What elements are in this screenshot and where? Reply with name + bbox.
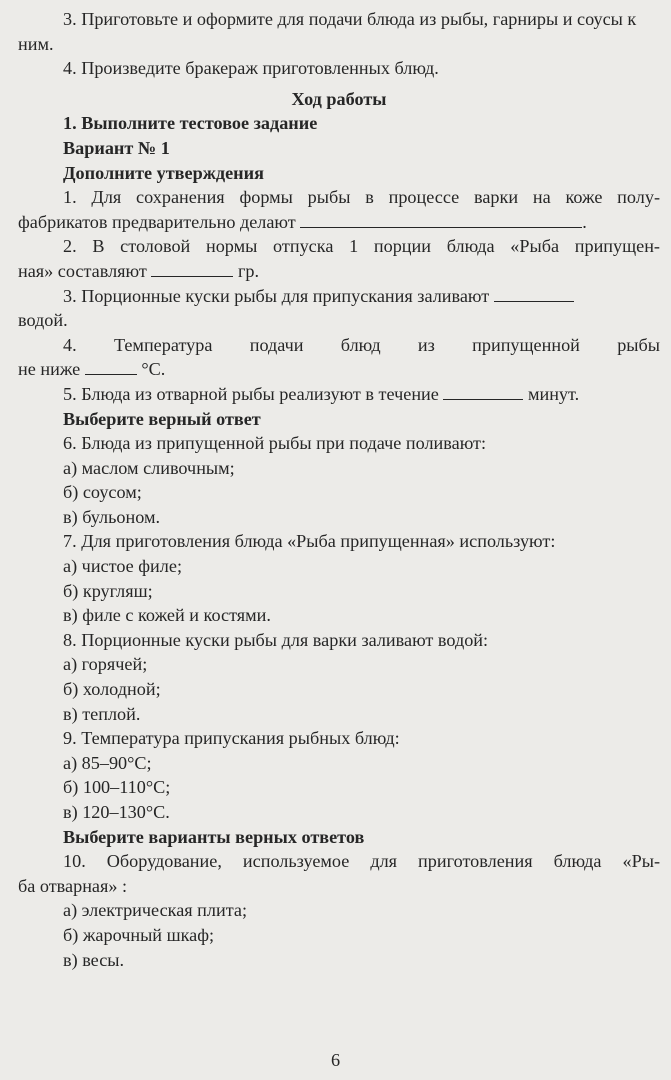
question-text-line-1: 10. Оборудование, используемое для приготовления блюда «Ры- [63,851,660,872]
question-text-line-2: ба отварная» : [18,875,128,896]
question-text: 9. Температура припускания рыбных блюд: [63,728,400,749]
heading-choose-one: Выберите верный ответ [63,408,261,429]
option: в) весы. [63,949,125,970]
question-1-line-2 [18,210,660,235]
option: б) жарочный шкаф; [63,924,215,945]
answer-blank [494,285,574,302]
option: а) электрическая плита; [63,900,248,921]
option: б) холодной; [63,679,161,700]
question-1-text: фабрикатов предварительно делают [18,211,296,232]
page-text [18,7,660,972]
option: в) филе с кожей и костями. [63,605,271,626]
answer-blank [85,358,137,375]
question-3-line-2: водой. [18,310,68,331]
question-4-line-2 [18,357,660,382]
question-8 [18,628,660,726]
question-9 [18,726,660,824]
option: б) соусом; [63,482,142,503]
heading-choose-many: Выберите варианты верных ответов [63,826,365,847]
page-number: 6 [330,1050,341,1070]
answer-blank [443,383,523,400]
question-1-period: . [582,211,587,232]
question-5 [18,382,660,407]
question-2-line-2 [18,259,660,284]
question-6 [18,431,660,529]
question-4-text: не ниже [18,359,81,380]
heading-test-task: 1. Выполните тестовое задание [63,113,318,134]
question-1-line-1: 1. Для сохранения формы рыбы в процессе варки на коже полу- [63,187,660,208]
question-7 [18,529,660,627]
heading-variant: Вариант № 1 [63,137,170,158]
question-4-line-1: 4. Температура подачи блюд из припущенной рыбы [63,334,660,355]
intro-item-4: 4. Произведите бракераж приготовленных блюд. [63,58,439,79]
question-2-line-1: 2. В столовой нормы отпуска 1 порции блюда «Рыба припущен- [63,236,660,257]
option: а) маслом сливочным; [63,457,235,478]
question-text: 6. Блюда из припущенной рыбы при подаче поливают: [63,433,487,454]
heading-progress: Ход работы [291,88,387,109]
question-4-unit: °С. [141,359,166,380]
question-2-text: ная» составляют [18,260,147,281]
question-5-unit: минут. [527,383,580,404]
question-5-text: 5. Блюда из отварной рыбы реализуют в течение [63,383,439,404]
question-text: 7. Для приготовления блюда «Рыба припущенная» используют: [63,531,556,552]
heading-complete: Дополните утверждения [63,162,264,183]
option: в) 120–130°С. [63,802,170,822]
answer-blank [151,260,233,277]
option: а) чистое филе; [63,556,182,577]
question-3-text: 3. Порционные куски рыбы для припускания заливают [63,285,490,306]
option: а) горячей; [63,654,148,675]
option: б) 100–110°С; [63,777,171,798]
answer-blank [300,211,582,228]
option: б) кругляш; [63,580,153,601]
option: в) бульоном. [63,506,161,527]
question-text: 8. Порционные куски рыбы для варки заливают водой: [63,629,489,650]
option: в) теплой. [63,703,141,724]
intro-item-3: 3. Приготовьте и оформите для подачи блюда из рыбы, гарниры и соусы к ним. [18,9,637,54]
question-10 [18,849,660,972]
question-2-unit: гр. [237,260,260,281]
option: а) 85–90°С; [63,752,152,773]
question-3-line-1 [18,284,660,309]
